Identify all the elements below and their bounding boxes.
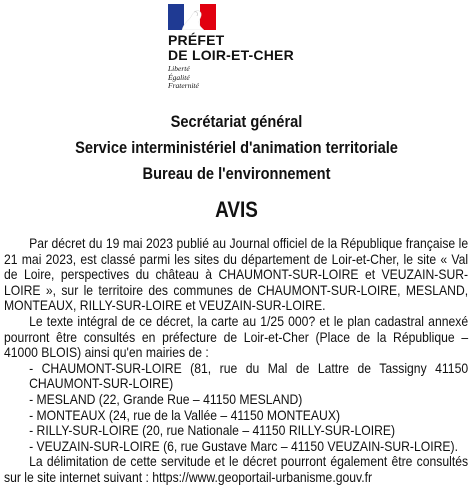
notice-body <box>4 236 468 486</box>
department-headings <box>33 109 440 187</box>
mairie-item: - CHAUMONT-SUR-LOIRE (81, rue du Mal de Lattre de Tassigny 41150 CHAUMONT-SUR-LOIRE) <box>29 360 469 392</box>
mairie-item: - MONTEAUX (24, rue de la Vallée – 41150 MONTEAUX) <box>29 407 341 423</box>
motto-fraternite: Fraternité <box>168 81 199 91</box>
heading-secretariat: Secrétariat général <box>170 112 303 131</box>
prefet-label: PRÉFET <box>168 32 225 48</box>
paragraph-decree: Par décret du 19 mai 2023 publié au Journal officiel de la République française le 21 mai 2023, est classé parmi les sites du département de Loir-et-Cher, le site « Val de Loire, perspectives du château à CHAUMONT-SUR-LOIRE et VEUZAIN-SUR-LOIRE », sur le territoire des communes de CHAUMONT-SUR-LOIRE, MESLAND, MONTEAUX, RILLY-SUR-LOIRE et VEUZAIN-SUR-LOIRE. <box>4 236 469 314</box>
motto-liberte: Liberté <box>168 64 190 73</box>
motto-egalite: Égalité <box>168 72 190 82</box>
department-label: DE LOIR-ET-CHER <box>168 47 294 63</box>
paragraph-consultation: Le texte intégral de ce décret, la carte au 1/25 000? et le plan cadastral annexé pourront être consultés en préfecture de Loir-et-Cher (Place de la République – 41000 BLOIS) ainsi qu'en mairies de : <box>4 313 469 361</box>
mairie-item: - MESLAND (22, Grande Rue – 41150 MESLAND) <box>29 391 303 407</box>
republic-motto <box>168 65 199 91</box>
heading-bureau: Bureau de l'environnement <box>142 164 331 183</box>
prefecture-logo <box>168 4 308 94</box>
mairie-item: - VEUZAIN-SUR-LOIRE (6, rue Gustave Marc – 41150 VEUZAIN-SUR-LOIRE). <box>29 438 458 454</box>
heading-service: Service interministériel d'animation territoriale <box>75 138 398 157</box>
paragraph-website: La délimitation de cette servitude et le décret pourront également être consultés sur le site internet suivant : https://www.geoportail-urbanisme.gouv.fr <box>4 454 469 485</box>
marianne-tricolor-icon <box>168 4 216 30</box>
avis-title: AVIS <box>215 197 258 222</box>
mairie-item: - RILLY-SUR-LOIRE (20, rue Nationale – 41150 RILLY-SUR-LOIRE) <box>29 423 396 439</box>
